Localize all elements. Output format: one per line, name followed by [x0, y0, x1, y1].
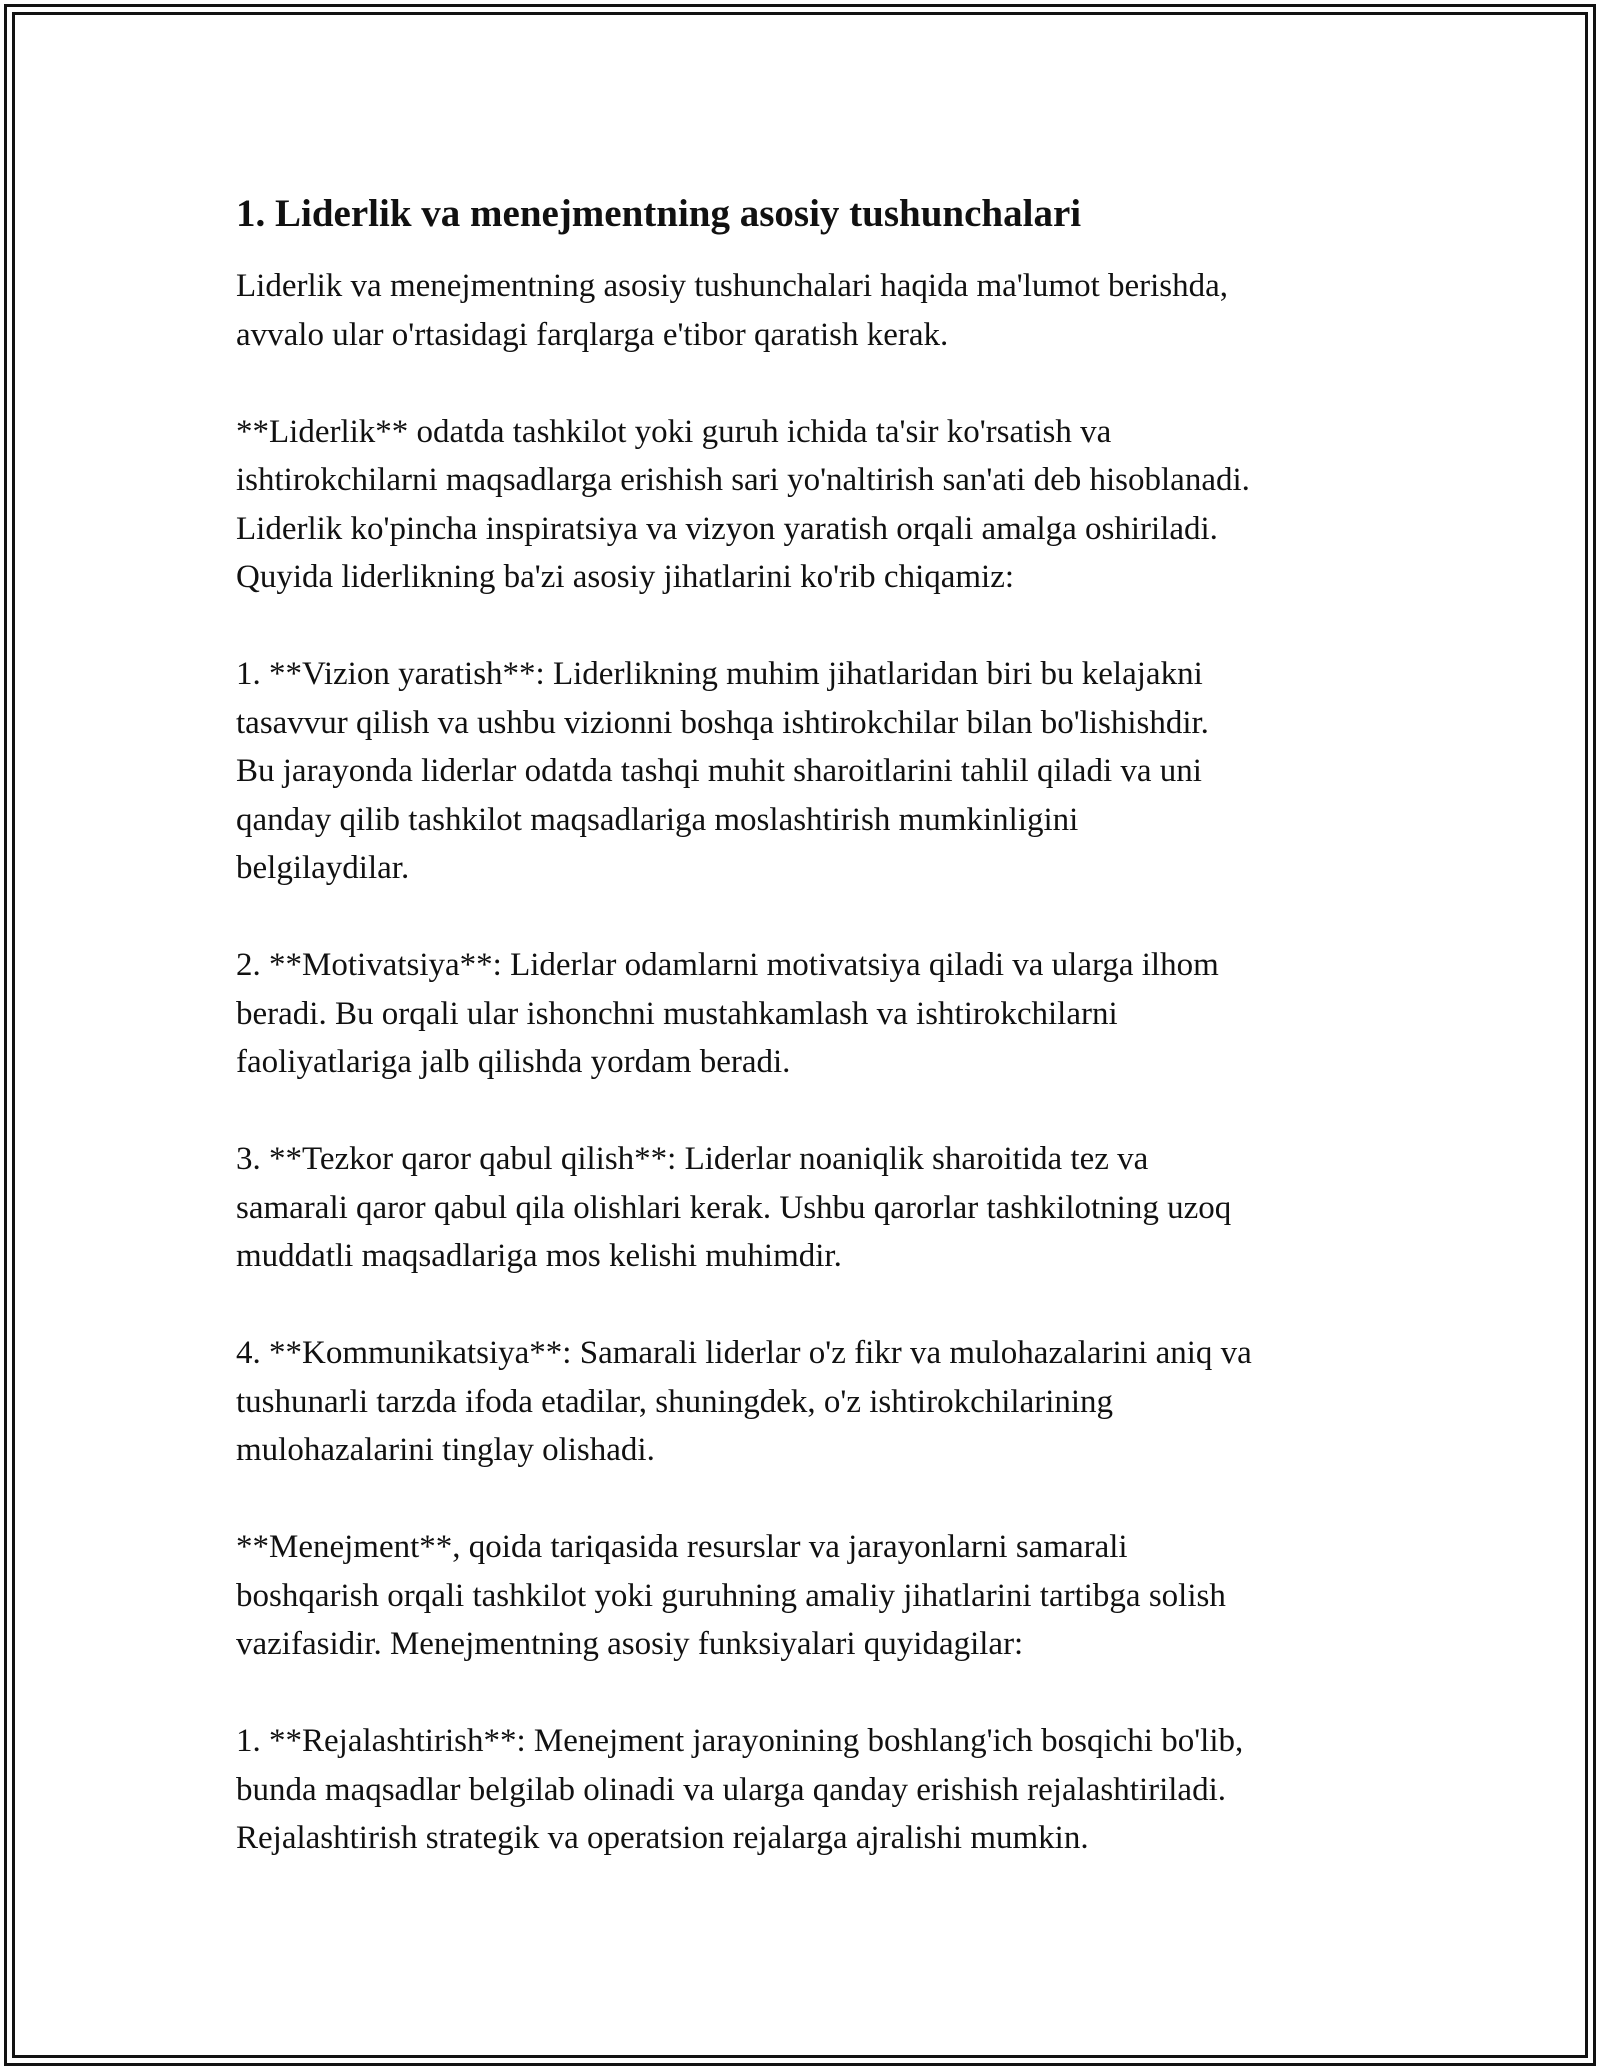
text-line: boshqarish orqali tashkilot yoki guruhning amaliy jihatlarini tartibga solish	[236, 1577, 1226, 1614]
text-line: faoliyatlariga jalb qilishda yordam beradi.	[236, 1044, 791, 1080]
paragraph-communication	[236, 1329, 1416, 1475]
paragraph-intro	[236, 262, 1416, 359]
paragraph-leadership-definition	[236, 408, 1416, 602]
text-line: qanday qilib tashkilot maqsadlariga moslashtirish mumkinligini	[236, 801, 1079, 838]
document-body	[236, 186, 1416, 1911]
text-line: avvalo ular o'rtasidagi farqlarga e'tibor qaratish kerak.	[236, 316, 949, 353]
text-line: **Menejment**, qoida tariqasida resurslar va jarayonlarni samarali	[236, 1529, 1128, 1565]
text-line: Rejalashtirish strategik va operatsion rejalarga ajralishi mumkin.	[236, 1820, 1089, 1856]
text-line: tasavvur qilish va ushbu vizionni boshqa ishtirokchilar bilan bo'lishishdir.	[236, 704, 1209, 741]
section-heading: 1. Liderlik va menejmentning asosiy tushunchalari	[236, 192, 1082, 235]
text-line: Bu jarayonda liderlar odatda tashqi muhit sharoitlarini tahlil qiladi va uni	[236, 753, 1202, 789]
paragraph-vision	[236, 650, 1416, 893]
paragraph-planning	[236, 1717, 1416, 1863]
text-line: ishtirokchilarni maqsadlarga erishish sari yo'naltirish san'ati deb hisoblanadi.	[236, 462, 1250, 498]
text-line: vazifasidir. Menejmentning asosiy funksiyalari quyidagilar:	[236, 1626, 1024, 1662]
text-line: bunda maqsadlar belgilab olinadi va ularga qanday erishish rejalashtiriladi.	[236, 1771, 1226, 1808]
text-line: samarali qaror qabul qila olishlari kerak. Ushbu qarorlar tashkilotning uzoq	[236, 1189, 1232, 1226]
text-line: Liderlik va menejmentning asosiy tushunchalari haqida ma'lumot berishda,	[236, 268, 1229, 304]
text-line: 1. **Rejalashtirish**: Menejment jarayonining boshlang'ich bosqichi bo'lib,	[236, 1723, 1244, 1759]
text-line: mulohazalarini tinglay olishadi.	[236, 1432, 655, 1468]
text-line: Liderlik ko'pincha inspiratsiya va vizyon yaratish orqali amalga oshiriladi.	[236, 510, 1218, 547]
text-line: tushunarli tarzda ifoda etadilar, shuningdek, o'z ishtirokchilarining	[236, 1383, 1114, 1420]
text-line: muddatli maqsadlariga mos kelishi muhimdir.	[236, 1238, 842, 1274]
text-line: belgilaydilar.	[236, 850, 410, 886]
paragraph-motivation	[236, 941, 1416, 1087]
paragraph-management-definition	[236, 1523, 1416, 1669]
text-line: beradi. Bu orqali ular ishonchni mustahkamlash va ishtirokchilarni	[236, 995, 1118, 1032]
text-line: **Liderlik** odatda tashkilot yoki guruh ichida ta'sir ko'rsatish va	[236, 413, 1112, 450]
text-line: Quyida liderlikning ba'zi asosiy jihatlarini ko'rib chiqamiz:	[236, 559, 1015, 595]
text-line: 2. **Motivatsiya**: Liderlar odamlarni motivatsiya qiladi va ularga ilhom	[236, 947, 1219, 983]
text-line: 3. **Tezkor qaror qabul qilish**: Liderlar noaniqlik sharoitida tez va	[236, 1141, 1149, 1177]
paragraph-decision-making	[236, 1135, 1416, 1281]
text-line: 4. **Kommunikatsiya**: Samarali liderlar o'z fikr va mulohazalarini aniq va	[236, 1335, 1252, 1371]
text-line: 1. **Vizion yaratish**: Liderlikning muhim jihatlaridan biri bu kelajakni	[236, 656, 1203, 692]
